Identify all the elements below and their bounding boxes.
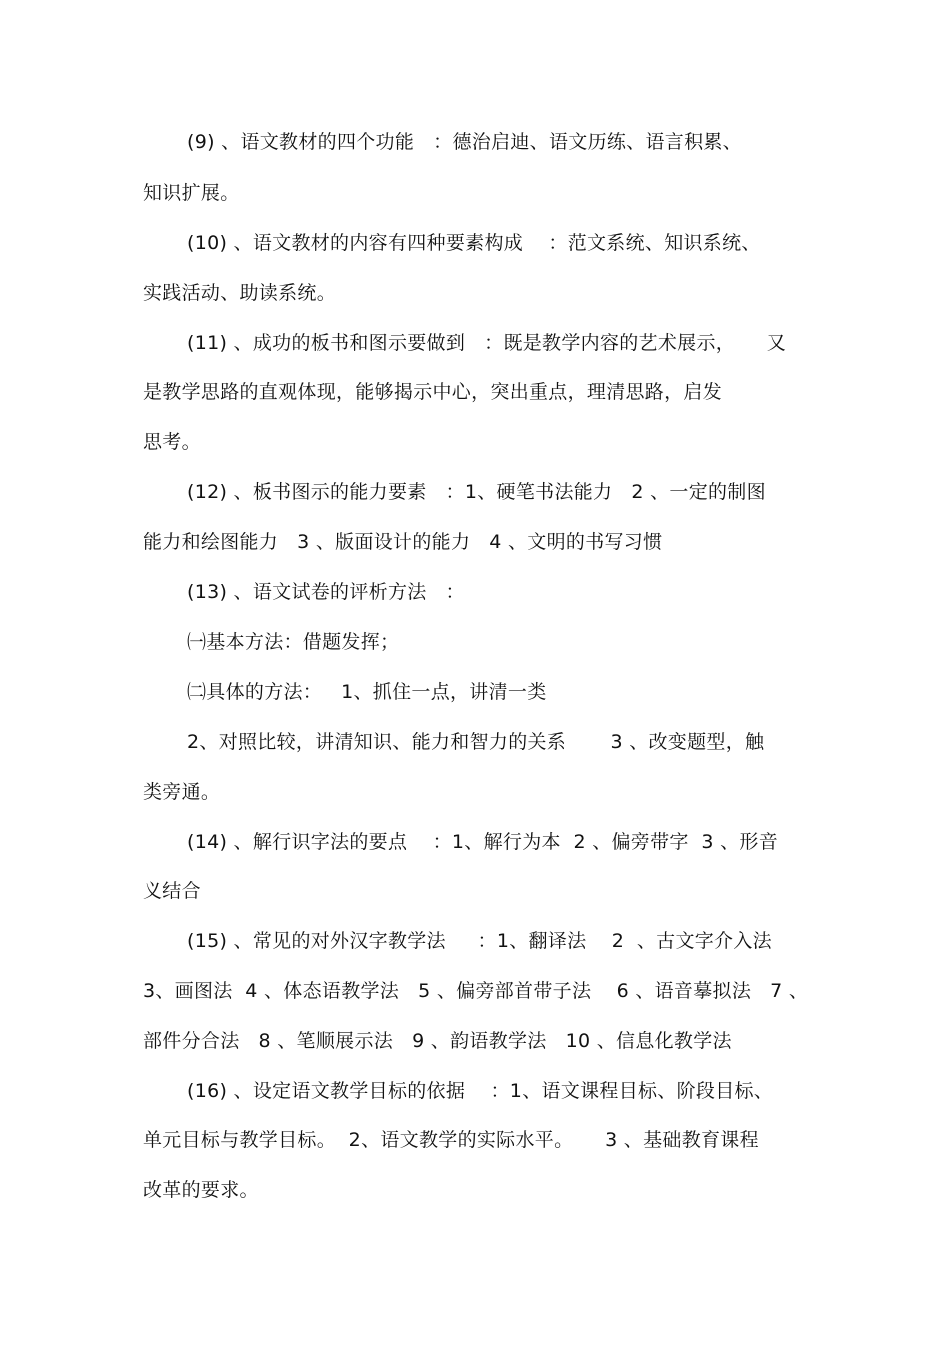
text-line: 改革的要求。	[143, 1179, 259, 1201]
text-line: 部件分合法 8 、笔顺展示法 9 、韵语教学法 10 、信息化教学法	[143, 1030, 732, 1052]
text-line: (15) 、常见的对外汉字教学法 ：1、翻译法 2 、古文字介入法	[187, 930, 772, 952]
text-line: (12) 、板书图示的能力要素 ：1、硬笔书法能力 2 、一定的制图	[187, 481, 766, 503]
text-line: (16) 、设定语文教学目标的依据 ：1、语文课程目标、阶段目标、	[187, 1080, 774, 1102]
text-line: 义结合	[143, 880, 201, 902]
text-line: (11) 、成功的板书和图示要做到 ：既是教学内容的艺术展示， 又	[187, 332, 787, 354]
text-line: 2、对照比较，讲清知识、能力和智力的关系 3 、改变题型，触	[187, 731, 765, 753]
text-line: 类旁通。	[143, 781, 221, 803]
text-line: (14) 、解行识字法的要点 ：1、解行为本 2 、偏旁带字 3 、形音	[187, 831, 779, 853]
text-line: (13) 、语文试卷的评析方法 ：	[187, 581, 465, 603]
text-line: 知识扩展。	[143, 182, 240, 204]
text-line: 能力和绘图能力 3 、版面设计的能力 4 、文明的书写习惯	[143, 531, 663, 553]
text-line: 实践活动、助读系统。	[143, 282, 337, 304]
text-line: 单元目标与教学目标。 2、语文教学的实际水平。 3 、基础教育课程	[143, 1129, 759, 1151]
text-line: 是教学思路的直观体现，能够揭示中心，突出重点，理清思路，启发	[143, 381, 723, 403]
text-line: ㈡具体的方法： 1、抓住一点，讲清一类	[187, 681, 547, 703]
text-line: 3、画图法 4 、体态语教学法 5 、偏旁部首带子法 6 、语音摹拟法 7 、	[143, 980, 809, 1002]
text-line: 思考。	[143, 431, 201, 453]
text-line: (10) 、语文教材的内容有四种要素构成 ：范文系统、知识系统、	[187, 232, 761, 254]
text-line: (9) 、语文教材的四个功能 ：德治启迪、语文历练、语言积累、	[187, 131, 742, 153]
text-line: ㈠基本方法：借题发挥；	[187, 631, 400, 653]
